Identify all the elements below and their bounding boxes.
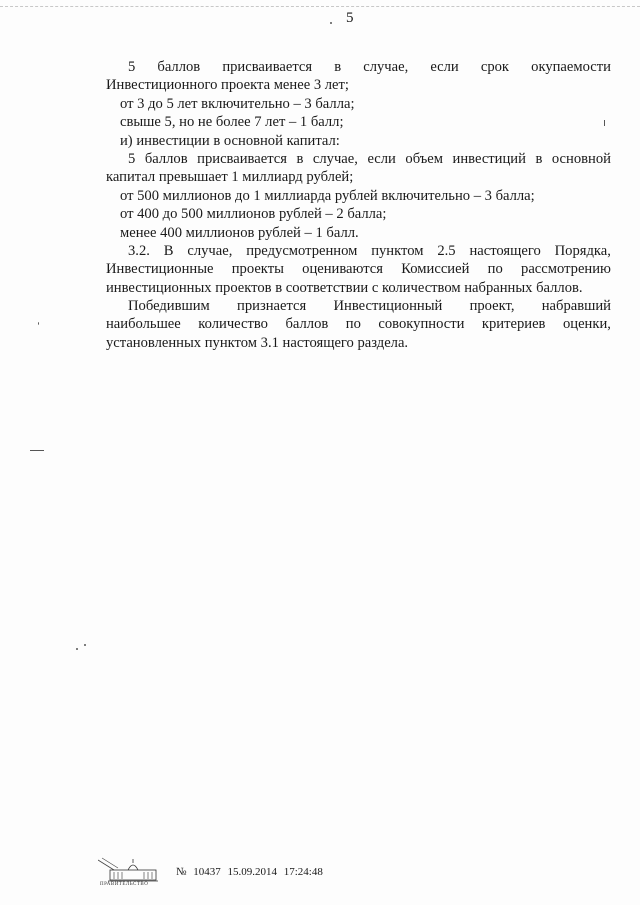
word: присваивается [222,59,313,75]
word: баллов [144,150,188,167]
text-line: Инвестиционного проекта менее 3 лет; [106,77,349,94]
text-line [106,260,611,278]
word: основной [551,150,611,167]
scan-speck [38,322,39,325]
word: рассмотрению [521,261,611,278]
word: критериев [481,316,546,333]
doc-time: 17:24:48 [283,866,323,878]
text-line: и) инвестиции в основной капитал: [120,132,340,149]
emblem-stamp-icon [98,856,164,884]
word: 2.5 [437,242,456,259]
word: случае, [363,59,409,75]
text-line: капитал превышает 1 миллиард рублей; [106,169,354,186]
word: Победившим [128,298,210,315]
scan-edge-line [0,6,640,7]
word: настоящего [469,242,541,259]
word: 5 [128,150,136,167]
text-line: менее 400 миллионов рублей – 1 балл. [120,224,359,241]
scan-speck [330,22,332,24]
word: в [535,150,543,167]
text-line: от 500 миллионов до 1 миллиарда рублей включительно – 3 балла; [120,187,535,204]
doc-number: 10437 [193,866,221,878]
word: срок [480,59,510,75]
word: если [367,150,396,167]
text-line [106,242,611,260]
word: В [163,242,174,259]
text-line [106,150,611,168]
text-line: свыше 5, но не более 7 лет – 1 балл; [120,114,344,131]
scan-speck [30,450,44,451]
word: проект, [469,298,515,315]
word: Инвестиционный [333,298,443,315]
text-line [106,297,611,315]
scan-speck [84,644,86,646]
text-line [106,58,611,76]
word: набравший [541,298,611,315]
word: пунктом [371,242,424,259]
word: окупаемости [531,59,611,75]
word: по [487,261,503,278]
word: оцениваются [302,261,383,278]
word: оценки, [562,316,611,333]
word: инвестиций [452,150,526,167]
word: количество [198,316,268,333]
word: по [345,316,361,333]
text-line: от 3 до 5 лет включительно – 3 балла; [120,95,355,112]
text-line: от 400 до 500 миллионов рублей – 2 балла; [120,206,387,223]
document-body [106,58,611,352]
word: наибольшее [106,316,181,333]
word: объем [405,150,444,167]
page-number: 5 [346,10,354,26]
text-line: установленных пунктом 3.1 настоящего раздела. [106,334,409,351]
word: случае, [187,242,233,259]
word: случае, [312,150,358,167]
number-sign: № [176,866,187,878]
word: в [334,59,342,75]
word: 5 [128,59,136,75]
text-line: инвестиционных проектов в соответствии с количеством набранных баллов. [106,279,583,296]
word: если [430,59,459,75]
document-registration-stamp [176,866,327,878]
word: Инвестиционные [106,261,214,278]
word: предусмотренном [246,242,358,259]
scan-speck [604,120,605,126]
word: Комиссией [401,261,470,278]
word: совокупности [378,316,465,333]
word: в [296,150,304,167]
word: признается [237,298,307,315]
word: баллов [285,316,329,333]
text-line [106,315,611,333]
word: баллов [157,59,201,75]
word: 3.2. [128,242,150,259]
stamp-caption: ПРАВИТЕЛЬСТВО [100,882,149,887]
word: присваивается [197,150,287,167]
word: проекты [231,261,284,278]
doc-date: 15.09.2014 [227,866,277,878]
word: Порядка, [554,242,611,259]
scan-speck [76,648,78,650]
